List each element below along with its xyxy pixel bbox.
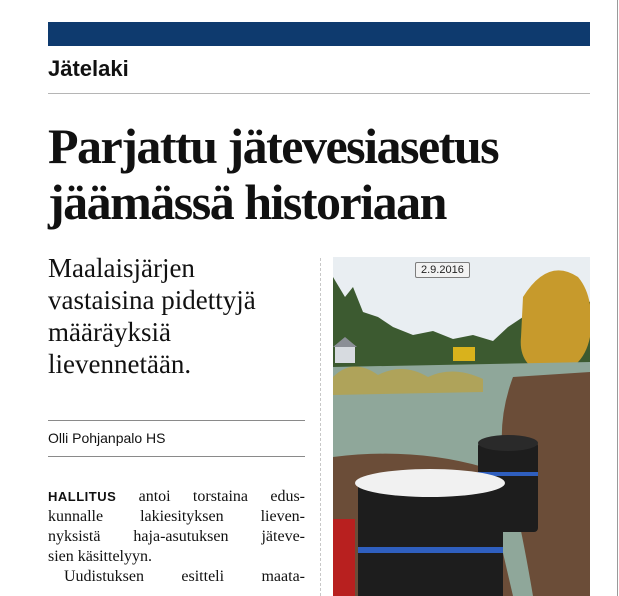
- photo-tank-front-lid: [355, 469, 505, 497]
- headline-line: Parjattu jätevesiasetus: [48, 118, 499, 174]
- byline-divider-top: [48, 420, 305, 421]
- lead-line: lievennetään.: [48, 349, 192, 379]
- photo-tank-rear-lid: [478, 435, 538, 451]
- body-line: sien käsittelyyn.: [48, 548, 152, 565]
- body-line: nyksistä haja-asutuksen jäteve-: [48, 528, 305, 545]
- photo-tank-front: [358, 482, 503, 596]
- lead-line: Maalaisjärjen: [48, 253, 195, 283]
- article-photo: [333, 257, 590, 596]
- column-divider: [320, 258, 321, 596]
- photo-excavator: [453, 347, 475, 361]
- byline-divider-bottom: [48, 456, 305, 457]
- article-body: [48, 487, 305, 587]
- masthead-bar: [48, 22, 590, 46]
- headline-line: jäämässä historiaan: [48, 174, 446, 230]
- section-divider: [48, 93, 590, 94]
- photo-illustration: [333, 257, 590, 596]
- lead-paragraph: [48, 252, 308, 380]
- lead-line: määräyksiä: [48, 317, 171, 347]
- body-kicker: HALLITUS: [48, 489, 117, 504]
- page-edge: [617, 0, 618, 596]
- section-title: Jätelaki: [48, 56, 129, 81]
- photo-date-tag: 2.9.2016: [415, 262, 470, 278]
- photo-house: [335, 345, 355, 363]
- body-line: [48, 487, 305, 507]
- body-line: Uudistuksen esitteli maata-: [64, 568, 305, 585]
- byline: Olli Pohjanpalo HS: [48, 430, 166, 446]
- headline: [48, 118, 608, 230]
- photo-autumn-tree: [521, 270, 590, 375]
- body-line-text: antoi torstaina edus-: [138, 488, 305, 505]
- lead-line: vastaisina pidettyjä: [48, 285, 256, 315]
- body-line: kunnalle lakiesityksen lieven-: [48, 508, 305, 525]
- photo-red-pipe: [333, 519, 355, 596]
- photo-tank-front-band: [358, 547, 503, 553]
